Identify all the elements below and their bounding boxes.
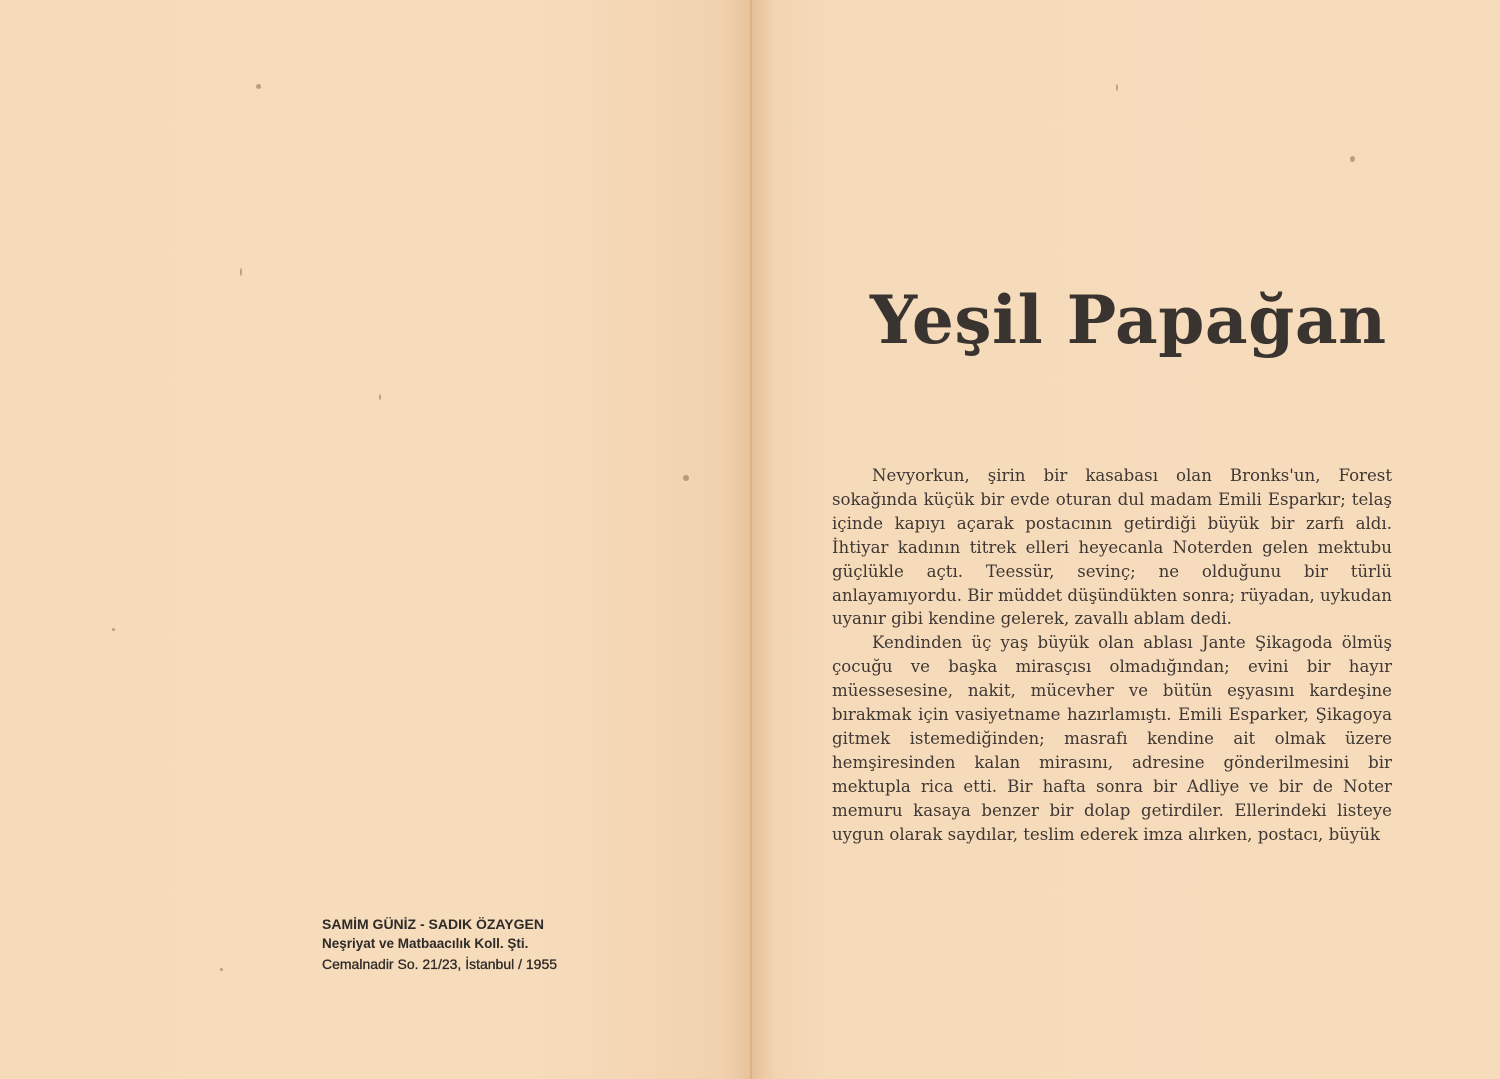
- paper-speck: [1116, 84, 1118, 91]
- chapter-title: Yeşil Papağan: [870, 281, 1387, 359]
- imprint-publisher: Neşriyat ve Matbaacılık Koll. Şti.: [322, 936, 529, 951]
- paragraph: Nevyorkun, şirin bir kasabası olan Bronks'un, Forest sokağında küçük bir evde oturan dul madam Emili Esparkır; telaş içinde kapıyı açarak postacının getirdiği büyük bir zarfı aldı. İhtiyar kadının titrek elleri heyecanla Noterden gelen mektubu güçlükle açtı. Teessür, sevinç; ne olduğunu bir türlü anlayamıyordu. Bir müddet düşündükten sonra; rüyadan, uykudan uyanır gibi kendine gelerek, zavallı ablam dedi.: [832, 466, 1392, 629]
- paragraph: Kendinden üç yaş büyük olan ablası Jante Şikagoda ölmüş çocuğu ve başka mirasçısı olmadığından; evini bir hayır müessesesine, nakit, mücevher ve bütün eşyasını kardeşine bırakmak için vasiyetname hazırlamıştı. Emili Esparker, Şikagoya gitmek istemediğinden; masrafı kendine ait olmak üzere hemşiresinden kalan mirasını, adresine gönderilmesini bir mektupla rica etti. Bir hafta sonra bir Adliye ve bir de Noter memuru kasaya benzer bir dolap getirdiler. Ellerindeki listeye uygun olarak saydılar, teslim ederek imza alırken, postacı, büyük: [832, 633, 1392, 844]
- paper-speck: [256, 84, 261, 89]
- story-text: [832, 464, 1392, 847]
- publisher-imprint: [322, 914, 652, 974]
- paper-speck: [1350, 156, 1355, 162]
- paper-speck: [220, 968, 223, 971]
- paper-speck: [112, 628, 115, 631]
- paper-speck: [240, 268, 242, 276]
- paper-speck: [683, 475, 689, 481]
- imprint-address: Cemalnadir So. 21/23, İstanbul / 1955: [322, 956, 558, 972]
- paper-speck: [379, 394, 381, 400]
- imprint-authors: SAMİM GÜNİZ - SADIK ÖZAYGEN: [322, 916, 544, 932]
